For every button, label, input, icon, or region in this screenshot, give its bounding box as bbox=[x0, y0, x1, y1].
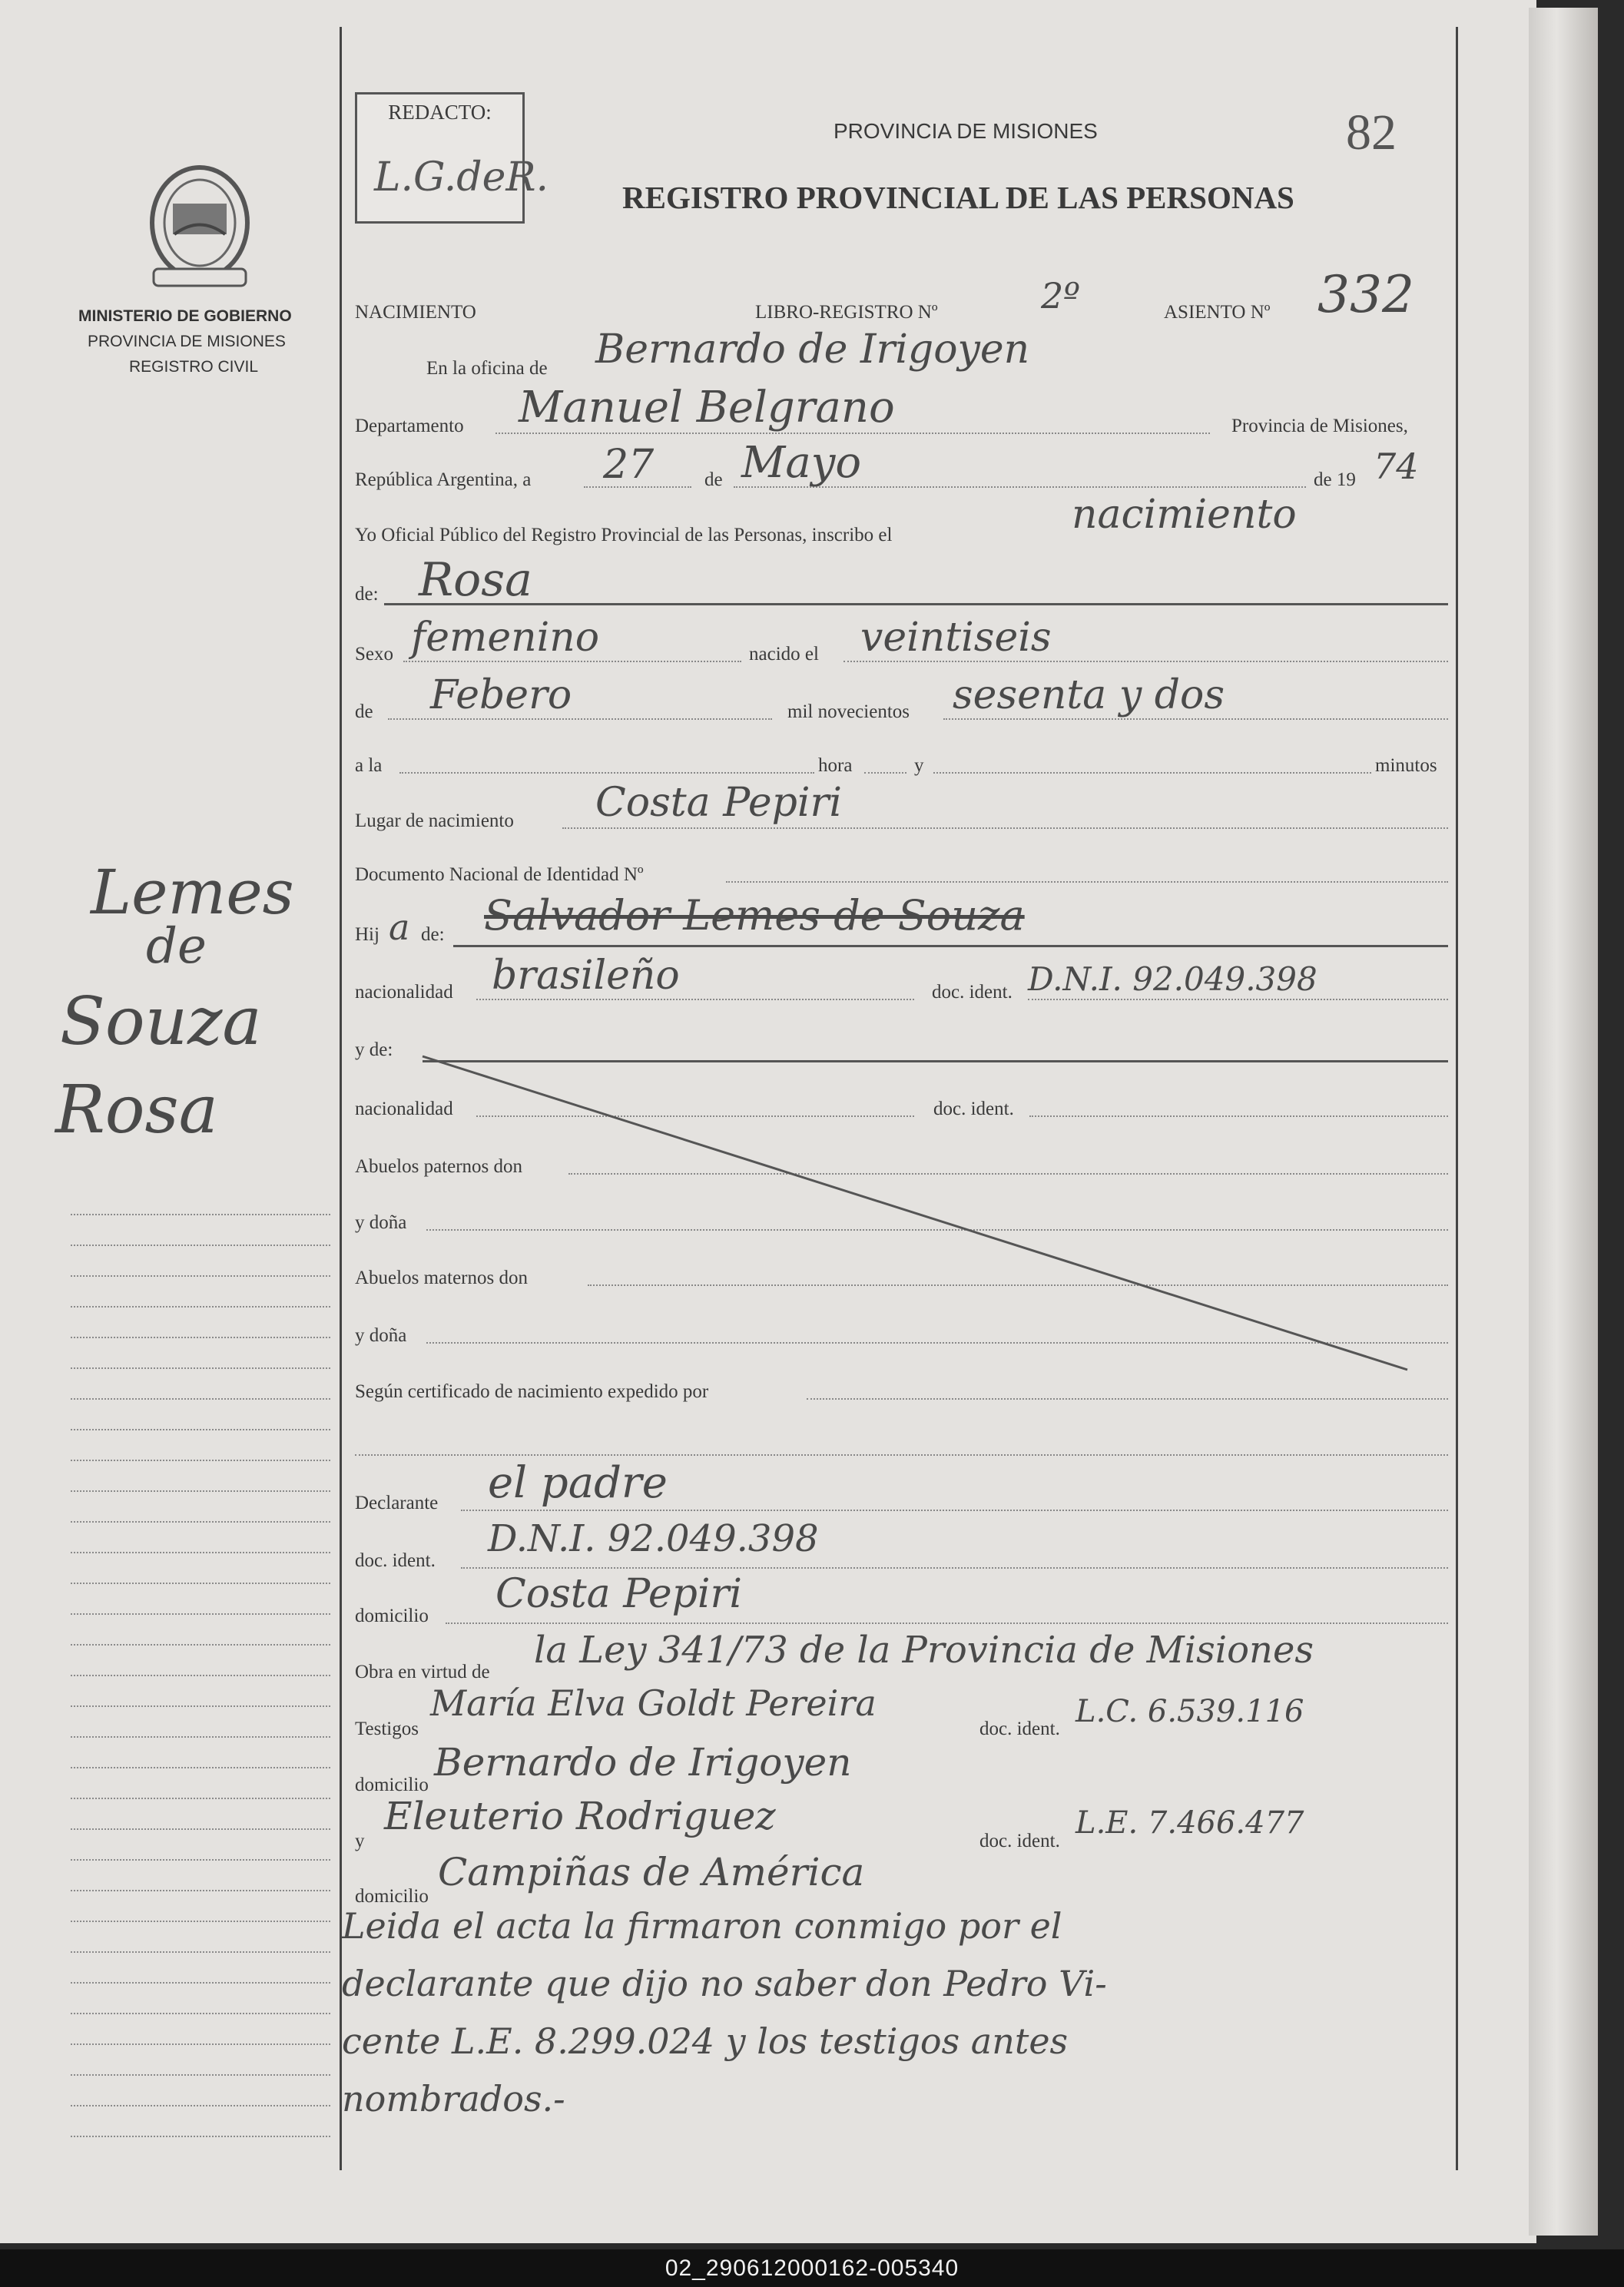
cancel-line bbox=[415, 1049, 1414, 1379]
testigo2-domicilio: Campiñas de América bbox=[438, 1850, 865, 1894]
ydona2-label: y doña bbox=[355, 1325, 407, 1346]
testigo1-domicilio: Bernardo de Irigoyen bbox=[434, 1740, 852, 1785]
nombre-label: de: bbox=[355, 584, 379, 605]
mes-nac-rule bbox=[388, 718, 772, 720]
departamento-label: Departamento bbox=[355, 416, 464, 436]
testigo1-doc: L.C. 6.539.116 bbox=[1075, 1694, 1304, 1729]
obra-label: Obra en virtud de bbox=[355, 1662, 490, 1682]
declarante-doc-rule bbox=[461, 1567, 1448, 1569]
docident4-label: doc. ident. bbox=[979, 1719, 1060, 1739]
domicilio-rule bbox=[446, 1622, 1448, 1624]
margin-name-line-4: Rosa bbox=[55, 1072, 218, 1148]
inscribo-label: Yo Oficial Público del Registro Provincial de las Personas, inscribo el bbox=[355, 525, 893, 545]
minutos-rule bbox=[933, 772, 1371, 774]
nombre-rule bbox=[384, 603, 1448, 605]
padre-doc-rule bbox=[1028, 999, 1448, 1000]
certificado-label: Según certificado de nacimiento expedido por bbox=[355, 1381, 709, 1402]
hora-rule-2 bbox=[864, 772, 906, 774]
padre-doc-value: D.N.I. 92.049.398 bbox=[1028, 960, 1317, 998]
left-margin-rule bbox=[340, 27, 342, 2170]
nacionalidad2-label: nacionalidad bbox=[355, 1099, 453, 1119]
dni-label: Documento Nacional de Identidad Nº bbox=[355, 864, 644, 885]
domicilio3-label: domicilio bbox=[355, 1886, 429, 1907]
image-caption: 02_290612000162-005340 bbox=[0, 2249, 1624, 2287]
margin-rule bbox=[71, 1982, 330, 1984]
sexo-rule bbox=[403, 661, 741, 662]
mil-label: mil novecientos bbox=[787, 701, 910, 722]
departamento-rule bbox=[495, 433, 1210, 434]
docident3-label: doc. ident. bbox=[355, 1550, 436, 1571]
declarante-rule bbox=[461, 1510, 1448, 1511]
margin-rule bbox=[71, 1367, 330, 1369]
domicilio2-label: domicilio bbox=[355, 1775, 429, 1795]
anio-prefix: de 19 bbox=[1314, 469, 1356, 490]
nacionalidad-value: brasileño bbox=[492, 953, 680, 999]
margin-rule bbox=[71, 2105, 330, 2106]
margin-name-line-3: Souza bbox=[60, 983, 262, 1060]
nacido-label: nacido el bbox=[749, 644, 819, 665]
margin-name-line-2: de bbox=[146, 918, 207, 975]
margin-rule bbox=[71, 2074, 330, 2076]
nota-line-3: cente L.E. 8.299.024 y los testigos antes bbox=[342, 2020, 1069, 2062]
margin-rule bbox=[71, 2043, 330, 2045]
domicilio-value: Costa Pepiri bbox=[495, 1571, 743, 1617]
testigo2-value: Eleuterio Rodriguez bbox=[384, 1794, 776, 1838]
margin-rule bbox=[71, 1490, 330, 1492]
declarante-value: el padre bbox=[488, 1458, 668, 1508]
registry-seal bbox=[142, 161, 257, 292]
mes-nac-label: de bbox=[355, 701, 373, 722]
margin-rule bbox=[71, 1275, 330, 1277]
certificado-rule bbox=[807, 1398, 1448, 1400]
lugar-rule bbox=[562, 827, 1448, 829]
nota-line-4: nombrados.- bbox=[342, 2078, 565, 2120]
testigo2-doc: L.E. 7.466.477 bbox=[1075, 1805, 1304, 1841]
nacionalidad-rule bbox=[476, 999, 914, 1000]
de-label: de bbox=[704, 469, 723, 490]
margin-rule bbox=[71, 1644, 330, 1646]
republica-label: República Argentina, a bbox=[355, 469, 532, 490]
anio-nac-value: sesenta y dos bbox=[953, 672, 1225, 718]
abuelos-mat-label: Abuelos maternos don bbox=[355, 1268, 528, 1288]
minutos-label: minutos bbox=[1375, 755, 1437, 776]
nacido-rule bbox=[843, 661, 1448, 662]
hija-de-label: de: bbox=[421, 924, 445, 945]
mes-nac-value: Febero bbox=[430, 672, 572, 718]
testigos-label: Testigos bbox=[355, 1719, 419, 1739]
nacionalidad-label: nacionalidad bbox=[355, 982, 453, 1003]
right-margin-rule bbox=[1456, 27, 1458, 2170]
registry-heading: REGISTRO PROVINCIAL DE LAS PERSONAS bbox=[622, 180, 1294, 215]
margin-rule bbox=[71, 2013, 330, 2014]
oficina-value: Bernardo de Irigoyen bbox=[595, 326, 1030, 373]
margin-name-line-1: Lemes bbox=[91, 857, 294, 928]
domicilio-label: domicilio bbox=[355, 1606, 429, 1626]
provincia-suffix: Provincia de Misiones, bbox=[1231, 416, 1408, 436]
libro-label: LIBRO-REGISTRO Nº bbox=[755, 302, 938, 323]
margin-rule bbox=[71, 1767, 330, 1768]
margin-rule bbox=[71, 1951, 330, 1953]
declarante-doc-value: D.N.I. 92.049.398 bbox=[488, 1517, 819, 1560]
margin-rule bbox=[71, 1890, 330, 1891]
nota-line-1: Leida el acta la firmaron conmigo por el bbox=[342, 1905, 1062, 1947]
departamento-value: Manuel Belgrano bbox=[519, 383, 895, 433]
seal-line-1: MINISTERIO DE GOBIERNO bbox=[78, 307, 292, 325]
sexo-value: femenino bbox=[411, 615, 600, 661]
lugar-value: Costa Pepiri bbox=[595, 780, 843, 826]
margin-rule bbox=[71, 1521, 330, 1523]
margin-rule bbox=[71, 1552, 330, 1553]
oficina-label: En la oficina de bbox=[426, 358, 548, 379]
margin-rule bbox=[71, 1736, 330, 1738]
hija-suffix: a bbox=[389, 907, 410, 948]
nota-line-2: declarante que dijo no saber don Pedro Vi- bbox=[342, 1963, 1107, 2004]
margin-rule bbox=[71, 1429, 330, 1430]
margin-rule bbox=[71, 1675, 330, 1676]
seal-emblem-icon bbox=[142, 161, 257, 292]
certificado-rule-2 bbox=[355, 1454, 1448, 1456]
libro-value: 2º bbox=[1041, 275, 1080, 317]
lugar-label: Lugar de nacimiento bbox=[355, 810, 514, 831]
margin-rule bbox=[71, 1460, 330, 1461]
dia-value: 27 bbox=[603, 442, 655, 488]
nacido-value: veintiseis bbox=[860, 615, 1052, 661]
docident2-label: doc. ident. bbox=[933, 1099, 1014, 1119]
margin-rule bbox=[71, 1398, 330, 1400]
page-edge bbox=[1529, 8, 1598, 2236]
margin-rule bbox=[71, 1245, 330, 1246]
nombre-value: Rosa bbox=[419, 553, 532, 607]
docident5-label: doc. ident. bbox=[979, 1831, 1060, 1851]
testigo1-value: María Elva Goldt Pereira bbox=[430, 1682, 877, 1724]
act-type-label: NACIMIENTO bbox=[355, 302, 476, 323]
docident-label: doc. ident. bbox=[932, 982, 1013, 1003]
margin-rule bbox=[71, 1306, 330, 1308]
redacto-initials: L.G.deR. bbox=[374, 154, 549, 201]
ala-label: a la bbox=[355, 755, 383, 776]
province-heading: PROVINCIA DE MISIONES bbox=[834, 119, 1098, 143]
padre-value: Salvador Lemes de Souza bbox=[484, 891, 1025, 940]
margin-rule bbox=[71, 1798, 330, 1799]
page-number: 82 bbox=[1346, 104, 1397, 161]
anio-value: 74 bbox=[1374, 446, 1419, 487]
obra-value: la Ley 341/73 de la Provincia de Misiones bbox=[534, 1629, 1314, 1672]
seal-line-3: REGISTRO CIVIL bbox=[129, 358, 259, 376]
dni-rule bbox=[726, 881, 1448, 883]
margin-rule bbox=[71, 1705, 330, 1707]
hija-label: Hij bbox=[355, 924, 379, 945]
margin-rule bbox=[71, 1828, 330, 1830]
margin-rule bbox=[71, 1337, 330, 1338]
asiento-value: 332 bbox=[1317, 265, 1414, 324]
y-label: y bbox=[914, 755, 924, 776]
y2-label: y bbox=[355, 1831, 365, 1851]
margin-rule bbox=[71, 2136, 330, 2137]
anio-nac-rule bbox=[943, 718, 1448, 720]
margin-rule bbox=[71, 1583, 330, 1584]
sexo-label: Sexo bbox=[355, 644, 393, 665]
padre-rule bbox=[453, 945, 1448, 947]
margin-rule bbox=[71, 1859, 330, 1861]
hora-label: hora bbox=[818, 755, 853, 776]
asiento-label: ASIENTO Nº bbox=[1164, 302, 1271, 323]
declarante-label: Declarante bbox=[355, 1493, 439, 1513]
abuelos-pat-label: Abuelos paternos don bbox=[355, 1156, 523, 1177]
yde-label: y de: bbox=[355, 1039, 393, 1060]
margin-rule bbox=[71, 1921, 330, 1922]
margin-rule bbox=[71, 1613, 330, 1615]
inscribo-value: nacimiento bbox=[1072, 492, 1297, 538]
redacto-box bbox=[355, 92, 549, 224]
margin-rule bbox=[71, 1214, 330, 1215]
ydona1-label: y doña bbox=[355, 1212, 407, 1233]
hora-rule bbox=[399, 772, 814, 774]
mes-value: Mayo bbox=[741, 438, 862, 488]
redacto-label: REDACTO: bbox=[388, 101, 492, 124]
seal-line-2: PROVINCIA DE MISIONES bbox=[88, 333, 286, 350]
